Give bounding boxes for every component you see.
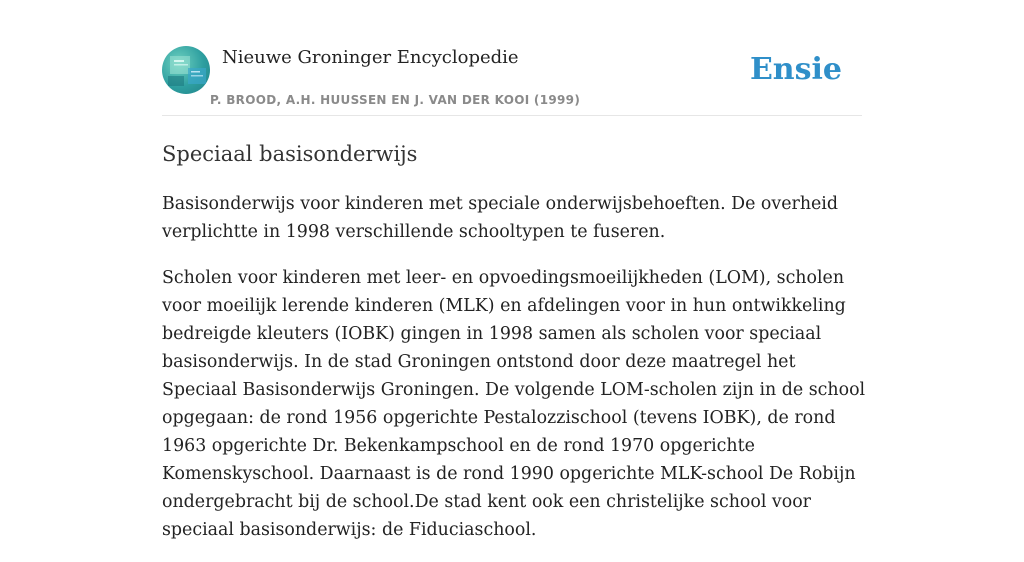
article-paragraph: Basisonderwijs voor kinderen met speciale onderwijsbehoeften. De overheid verplichtte in 1998 verschillende schooltypen te fuseren. (162, 194, 839, 242)
article-paragraph: Scholen voor kinderen met leer- en opvoedingsmoeilijkheden (LOM), scholen voor moeilijk lerende kinderen (MLK) en afdelingen voor in hun ontwikkeling bedreigde kleuters (IOBK) gingen in 1998 samen als scholen voor speciaal basisonderwijs. In de stad Groningen ontstond door deze maatregel het Speciaal Basisonderwijs Groningen. De volgende LOM-scholen zijn in de school opgegaan: de rond 1956 opgerichte Pestalozzischool (tevens IOBK), de rond 1963 opgerichte Dr. Bekenkampschool en de rond 1970 opgerichte Komenskyschool. Daarnaast is de rond 1990 opgerichte MLK-school De Robijn ondergebracht bij de school.De stad kent ook een christelijke school voor speciaal basisonderwijs: de Fiduciaschool. (162, 268, 866, 540)
book-cover-icon[interactable] (162, 46, 210, 94)
ensie-logo[interactable]: Ensie (749, 52, 842, 87)
article (162, 138, 866, 562)
page-header (162, 46, 862, 116)
book-authors: P. BROOD, A.H. HUUSSEN EN J. VAN DER KOOI (1999) (210, 93, 581, 107)
article-title: Speciaal basisonderwijs (162, 142, 418, 166)
book-title[interactable]: Nieuwe Groninger Encyclopedie (222, 47, 519, 68)
